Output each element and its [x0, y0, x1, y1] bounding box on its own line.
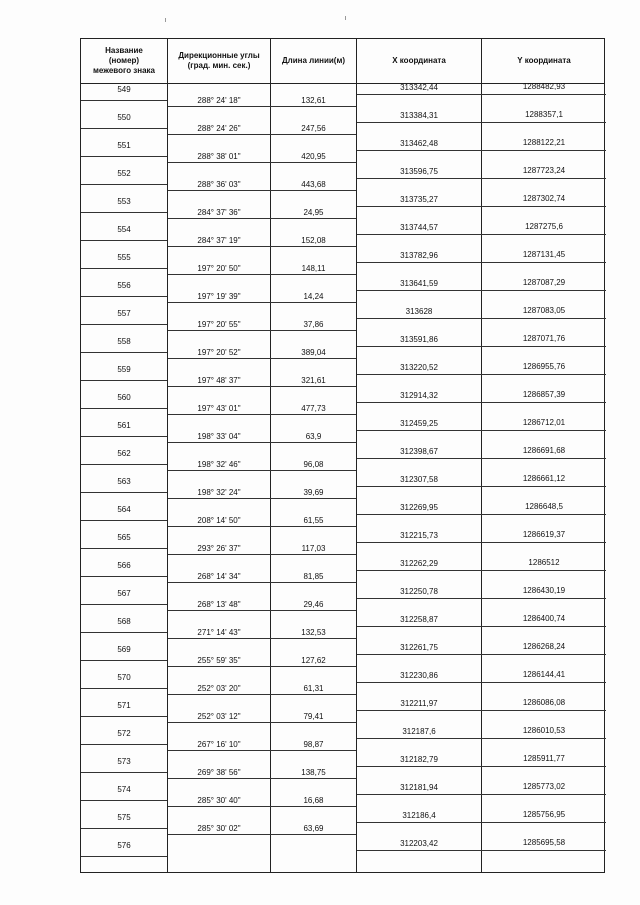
y-coordinate: 1286857,39: [522, 390, 566, 399]
direction-angle: 208° 14' 50": [197, 516, 241, 525]
direction-angle: 288° 24' 18": [197, 96, 241, 105]
y-coordinate: 1285911,77: [523, 754, 565, 763]
x-coordinate: 312307,58: [400, 475, 438, 484]
segment-underline: [168, 806, 356, 807]
segment-underline: [168, 218, 356, 219]
x-coordinate: 312914,32: [400, 391, 438, 400]
y-coordinate: 1286712,01: [522, 418, 566, 427]
name-underline: [81, 772, 167, 773]
x-coordinate: 312187,6: [402, 727, 436, 736]
line-length: 81,85: [303, 572, 324, 581]
y-coordinate: 1286400,74: [522, 614, 566, 623]
xy-row-line: [357, 738, 606, 739]
segment-underline: [168, 582, 356, 583]
x-coordinate: 313735,27: [400, 195, 438, 204]
xy-row-line: [357, 486, 606, 487]
x-coordinate: 312230,86: [400, 671, 438, 680]
xy-row-line: [357, 346, 606, 347]
direction-angle: 197° 43' 01": [197, 404, 241, 413]
xy-row-line: [357, 94, 606, 95]
segment-underline: [168, 498, 356, 499]
header-y-coordinate: Y координата: [517, 56, 571, 65]
boundary-coordinates-table: [80, 38, 605, 873]
line-length: 79,41: [303, 712, 324, 721]
direction-angle: 285° 30' 02": [197, 824, 241, 833]
y-coordinate: 1286691,68: [522, 446, 566, 455]
x-coordinate: 312182,79: [400, 755, 438, 764]
y-coordinate: 1285756,95: [522, 810, 566, 819]
direction-angle: 198° 32' 24": [197, 488, 241, 497]
xy-row-line: [357, 598, 606, 599]
name-underline: [81, 212, 167, 213]
name-underline: [81, 184, 167, 185]
xy-row-line: [357, 178, 606, 179]
xy-row-line: [357, 402, 606, 403]
direction-angle: 197° 20' 55": [197, 320, 241, 329]
xy-row-line: [357, 822, 606, 823]
xy-row-line: [357, 710, 606, 711]
point-name: 553: [117, 197, 131, 206]
y-coordinate: 1286430,19: [522, 586, 566, 595]
name-underline: [81, 408, 167, 409]
x-coordinate: 313744,57: [400, 223, 438, 232]
segment-underline: [168, 694, 356, 695]
segment-underline: [168, 666, 356, 667]
xy-row-line: [357, 682, 606, 683]
name-underline: [81, 716, 167, 717]
line-length: 127,62: [301, 656, 326, 665]
y-coordinate: 1286010,53: [522, 726, 566, 735]
line-length: 63,69: [303, 824, 324, 833]
direction-angle: 198° 33' 04": [197, 432, 241, 441]
segment-underline: [168, 638, 356, 639]
direction-angle: 252° 03' 20": [197, 684, 241, 693]
x-coordinate: 312269,95: [400, 503, 438, 512]
segment-underline: [168, 134, 356, 135]
segment-underline: [168, 554, 356, 555]
xy-row-line: [357, 542, 606, 543]
xy-row-line: [357, 374, 606, 375]
x-coordinate: 312250,78: [400, 587, 438, 596]
x-coordinate: 313641,59: [400, 279, 438, 288]
header-point-name: Название (номер) межевого знака: [92, 46, 156, 75]
name-underline: [81, 156, 167, 157]
x-coordinate: 312215,73: [400, 531, 438, 540]
header-direction-angle: Дирекционные углы (град. мин. сек.): [178, 51, 260, 70]
y-coordinate: 1286512: [528, 558, 560, 567]
direction-angle: 197° 48' 37": [197, 376, 241, 385]
x-coordinate: 313596,75: [400, 167, 438, 176]
name-underline: [81, 296, 167, 297]
direction-angle: 284° 37' 36": [197, 208, 241, 217]
segment-underline: [168, 778, 356, 779]
segment-underline: [168, 834, 356, 835]
name-underline: [81, 324, 167, 325]
direction-angle: 197° 20' 50": [197, 264, 241, 273]
segment-underline: [168, 610, 356, 611]
xy-row-line: [357, 290, 606, 291]
y-coordinate: 1286955,76: [522, 362, 566, 371]
point-name: 566: [117, 561, 131, 570]
name-underline: [81, 576, 167, 577]
name-underline: [81, 660, 167, 661]
segment-underline: [168, 302, 356, 303]
y-coordinate: 1286661,12: [522, 474, 566, 483]
line-length: 132,53: [301, 628, 326, 637]
direction-angle: 197° 20' 52": [197, 348, 241, 357]
direction-angle: 293° 26' 37": [197, 544, 241, 553]
line-length: 96,08: [303, 460, 324, 469]
name-underline: [81, 352, 167, 353]
xy-row-line: [357, 766, 606, 767]
xy-row-line: [357, 794, 606, 795]
line-length: 98,87: [303, 740, 324, 749]
line-length: 61,55: [303, 516, 324, 525]
x-coordinate: 312203,42: [400, 839, 438, 848]
name-underline: [81, 632, 167, 633]
point-name: 572: [117, 729, 131, 738]
y-coordinate: 1287275,6: [525, 222, 563, 231]
x-coordinate: 312258,87: [400, 615, 438, 624]
point-name: 551: [117, 141, 131, 150]
segment-underline: [168, 722, 356, 723]
scan-speck: [165, 18, 166, 22]
line-length: 477,73: [301, 404, 326, 413]
line-length: 420,95: [301, 152, 326, 161]
line-length: 132,61: [301, 96, 326, 105]
y-coordinate: 1285695,58: [522, 838, 566, 847]
name-underline: [81, 688, 167, 689]
point-name: 555: [117, 253, 131, 262]
y-coordinate: 1288482,93: [522, 82, 566, 91]
direction-angle: 285° 30' 40": [197, 796, 241, 805]
name-underline: [81, 548, 167, 549]
name-underline: [81, 800, 167, 801]
y-coordinate: 1287131,45: [522, 250, 566, 259]
xy-row-line: [357, 654, 606, 655]
xy-row-line: [357, 262, 606, 263]
direction-angle: 288° 36' 03": [197, 180, 241, 189]
direction-angle: 197° 19' 39": [197, 292, 241, 301]
name-underline: [81, 464, 167, 465]
y-coordinate: 1287723,24: [522, 166, 566, 175]
line-length: 321,61: [301, 376, 326, 385]
xy-row-line: [357, 318, 606, 319]
y-coordinate: 1286648,5: [525, 502, 563, 511]
line-length: 152,08: [301, 236, 326, 245]
x-coordinate: 313384,31: [400, 111, 438, 120]
x-coordinate: 313220,52: [400, 363, 438, 372]
y-coordinate: 1287302,74: [522, 194, 566, 203]
line-length: 14,24: [303, 292, 324, 301]
segment-underline: [168, 414, 356, 415]
name-underline: [81, 380, 167, 381]
segment-underline: [168, 330, 356, 331]
x-coordinate: 312398,67: [400, 447, 438, 456]
x-coordinate: 312186,4: [402, 811, 436, 820]
name-underline: [81, 240, 167, 241]
point-name: 556: [117, 281, 131, 290]
point-name: 559: [117, 365, 131, 374]
segment-underline: [168, 162, 356, 163]
point-name: 571: [117, 701, 131, 710]
y-coordinate: 1285773,02: [522, 782, 566, 791]
line-length: 247,56: [301, 124, 326, 133]
segment-underline: [168, 386, 356, 387]
xy-row-line: [357, 514, 606, 515]
name-underline: [81, 268, 167, 269]
segment-underline: [168, 106, 356, 107]
point-name: 564: [117, 505, 131, 514]
direction-angle: 268° 14' 34": [197, 572, 241, 581]
xy-row-line: [357, 430, 606, 431]
y-coordinate: 1287071,76: [522, 334, 566, 343]
direction-angle: 284° 37' 19": [197, 236, 241, 245]
segment-underline: [168, 750, 356, 751]
name-underline: [81, 856, 167, 857]
x-coordinate: 313782,96: [400, 251, 438, 260]
xy-row-line: [357, 122, 606, 123]
x-coordinate: 312262,29: [400, 559, 438, 568]
line-length: 389,04: [301, 348, 326, 357]
segment-underline: [168, 274, 356, 275]
direction-angle: 288° 24' 26": [197, 124, 241, 133]
point-name: 568: [117, 617, 131, 626]
x-coordinate: 313591,86: [400, 335, 438, 344]
point-name: 562: [117, 449, 131, 458]
y-coordinate: 1287083,05: [522, 306, 566, 315]
point-name: 574: [117, 785, 131, 794]
y-coordinate: 1286086,08: [522, 698, 566, 707]
segment-underline: [168, 470, 356, 471]
y-coordinate: 1287087,29: [522, 278, 566, 287]
point-name: 550: [117, 113, 131, 122]
segment-underline: [168, 526, 356, 527]
line-length: 29,46: [303, 600, 324, 609]
direction-angle: 252° 03' 12": [197, 712, 241, 721]
point-name: 549: [117, 85, 131, 94]
x-coordinate: 312211,97: [400, 699, 438, 708]
point-name: 558: [117, 337, 131, 346]
direction-angle: 288° 38' 01": [197, 152, 241, 161]
y-coordinate: 1286144,41: [522, 670, 566, 679]
direction-angle: 267° 16' 10": [197, 740, 241, 749]
segment-underline: [168, 442, 356, 443]
direction-angle: 255° 59' 35": [197, 656, 241, 665]
name-underline: [81, 828, 167, 829]
xy-row-line: [357, 150, 606, 151]
x-coordinate: 312459,25: [400, 419, 438, 428]
point-name: 569: [117, 645, 131, 654]
line-length: 24,95: [303, 208, 324, 217]
point-name: 552: [117, 169, 131, 178]
xy-row-line: [357, 206, 606, 207]
y-coordinate: 1286268,24: [522, 642, 566, 651]
y-coordinate: 1286619,37: [522, 530, 566, 539]
header-line-length: Длина линии(м): [281, 56, 346, 65]
point-name: 573: [117, 757, 131, 766]
line-length: 63,9: [305, 432, 322, 441]
line-length: 443,68: [301, 180, 326, 189]
segment-underline: [168, 246, 356, 247]
point-name: 570: [117, 673, 131, 682]
scan-speck: [345, 16, 346, 20]
xy-row-line: [357, 234, 606, 235]
x-coordinate: 312261,75: [400, 643, 438, 652]
line-length: 61,31: [303, 684, 324, 693]
y-coordinate: 1288122,21: [522, 138, 566, 147]
x-coordinate: 313342,44: [400, 83, 438, 92]
point-name: 563: [117, 477, 131, 486]
line-length: 37,86: [303, 320, 324, 329]
point-name: 560: [117, 393, 131, 402]
point-name: 576: [117, 841, 131, 850]
name-underline: [81, 520, 167, 521]
y-coordinate: 1288357,1: [525, 110, 563, 119]
point-name: 565: [117, 533, 131, 542]
point-name: 575: [117, 813, 131, 822]
line-length: 16,68: [303, 796, 324, 805]
direction-angle: 269° 38' 56": [197, 768, 241, 777]
direction-angle: 198° 32' 46": [197, 460, 241, 469]
column-divider: [481, 39, 482, 872]
line-length: 117,03: [301, 544, 326, 553]
segment-underline: [168, 358, 356, 359]
x-coordinate: 312181,94: [400, 783, 438, 792]
xy-row-line: [357, 850, 606, 851]
xy-row-line: [357, 458, 606, 459]
name-underline: [81, 492, 167, 493]
point-name: 557: [117, 309, 131, 318]
name-underline: [81, 100, 167, 101]
name-underline: [81, 128, 167, 129]
xy-row-line: [357, 626, 606, 627]
name-underline: [81, 744, 167, 745]
name-underline: [81, 604, 167, 605]
segment-underline: [168, 190, 356, 191]
point-name: 567: [117, 589, 131, 598]
direction-angle: 271° 14' 43": [197, 628, 241, 637]
point-name: 561: [117, 421, 131, 430]
x-coordinate: 313628: [405, 307, 433, 316]
direction-angle: 268° 13' 48": [197, 600, 241, 609]
x-coordinate: 313462,48: [400, 139, 438, 148]
line-length: 138,75: [301, 768, 326, 777]
header-x-coordinate: X координата: [392, 56, 446, 65]
line-length: 39,69: [303, 488, 324, 497]
xy-row-line: [357, 570, 606, 571]
line-length: 148,11: [301, 264, 326, 273]
point-name: 554: [117, 225, 131, 234]
name-underline: [81, 436, 167, 437]
